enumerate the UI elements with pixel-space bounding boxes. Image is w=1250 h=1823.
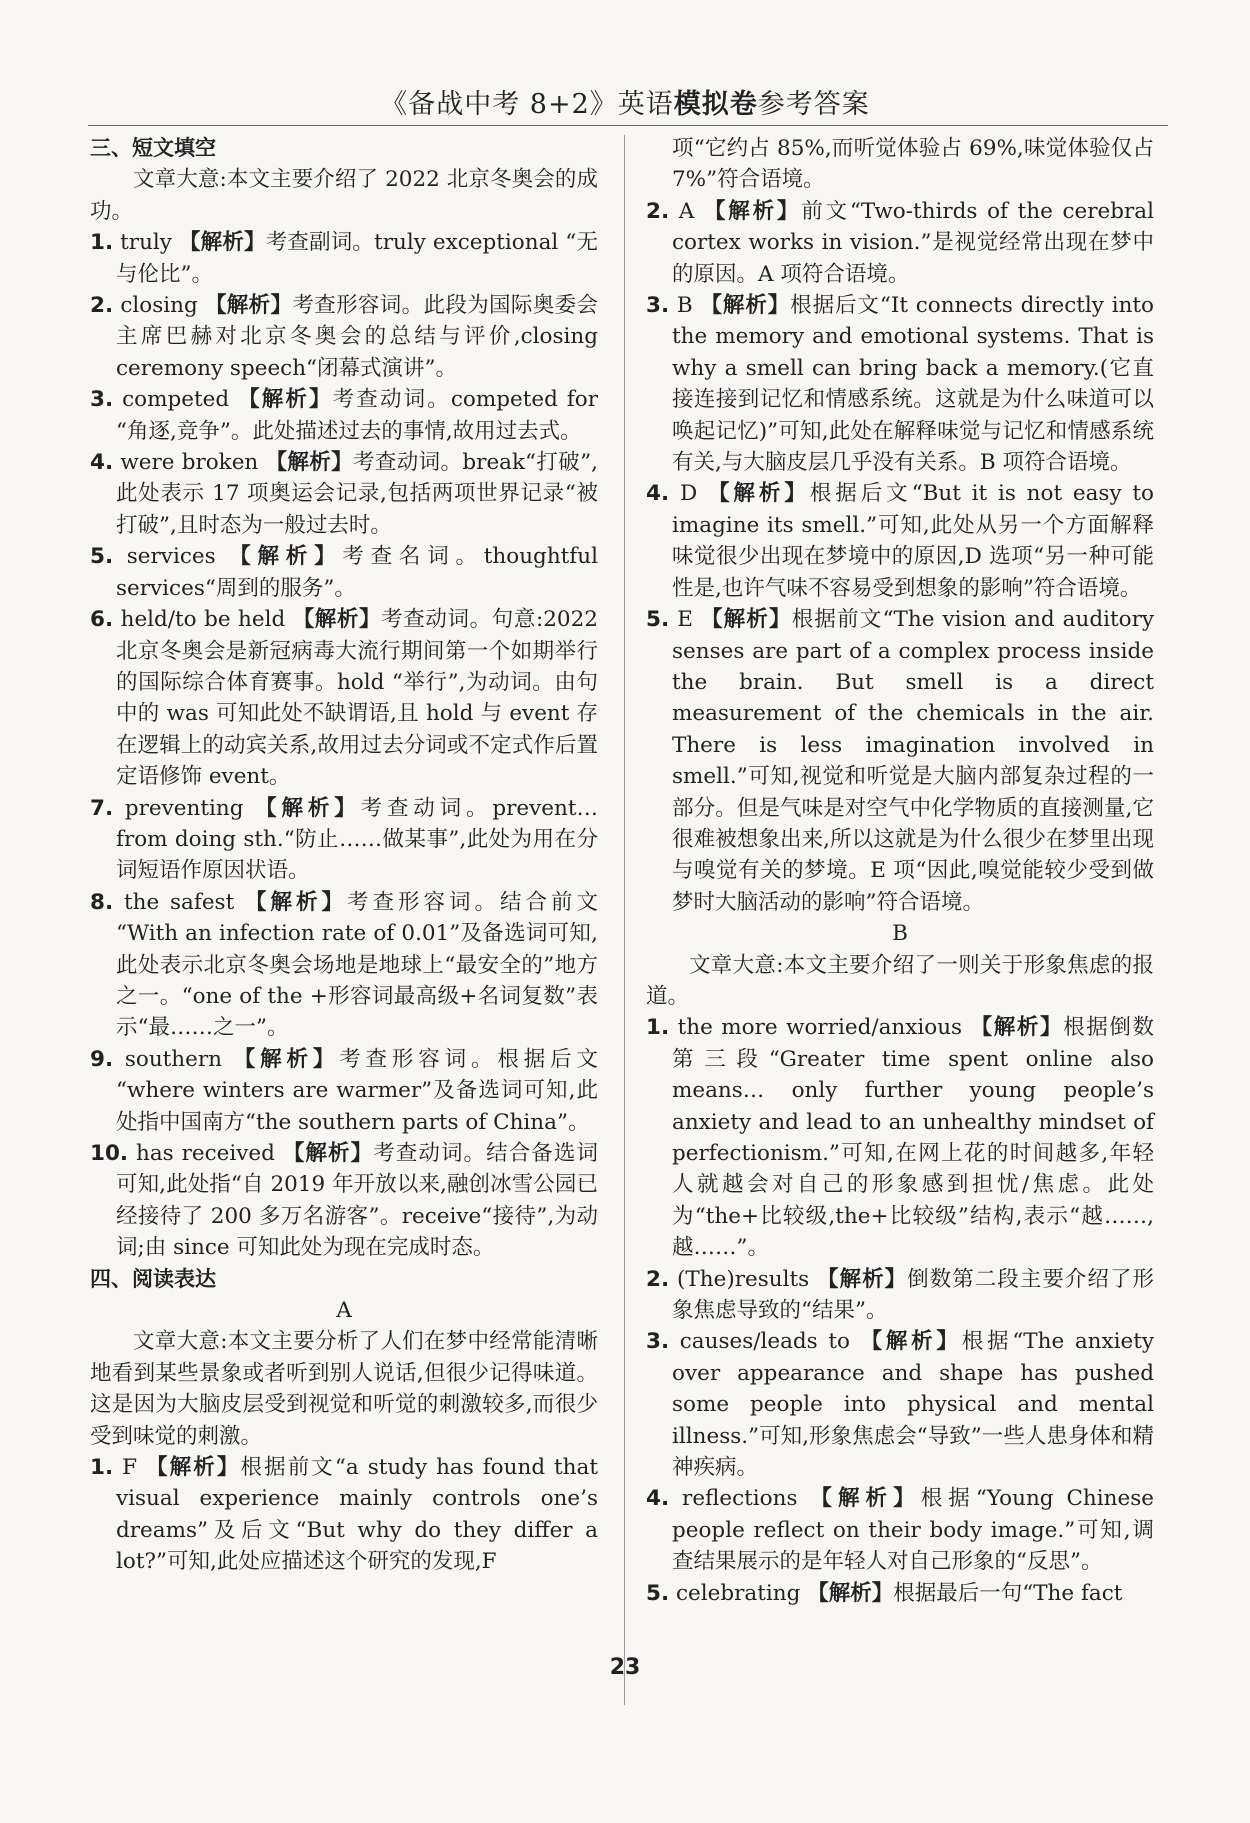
answer-item: 1. the more worried/anxious 【解析】根据倒数第三段“Greater time spent online also means… only further young people’s anxiety and lead to an unhealthy mindset of perfectionism.”可知,在网上花的时间越多,年轻人就越会对自己的形象感到担忧/焦虑。此处为“the+比较级,the+比较级”结构,表示“越……,越……”。 — [646, 1015, 1154, 1261]
part-label: A — [336, 1298, 352, 1324]
answer-item: 6. held/to be held 【解析】考查动词。句意:2022 北京冬奥会是新冠病毒大流行期间第一个如期举行的国际综合体育赛事。hold “举行”,为动词。由句中的 was 可知此处不缺谓语,且 hold 与 event 存在逻辑上的动宾关系,故用过去分词或不定式作后置定语修饰 event。 — [90, 607, 598, 790]
section-title: 四、阅读表达 — [90, 1266, 216, 1291]
answer-item: 9. southern 【解析】考查形容词。根据后文 “where winters are warmer”及备选词可知,此处指中国南方“the southern parts of China”。 — [90, 1046, 598, 1135]
answer-item: 5. celebrating 【解析】根据最后一句“The fact — [646, 1580, 1123, 1606]
answer-item: 1. F 【解析】根据前文“a study has found that visual experience mainly controls one’s dreams”及后文“But why do they differ a lot?”可知,此处应描述这个研究的发现,F — [90, 1455, 598, 1575]
answer-item: 8. the safest 【解析】考查形容词。结合前文 “With an infection rate of 0.01”及备选词可知,此处表示北京冬奥会场地是地球上“最安全的”地方之一。“one of the +形容词最高级+名词复数”表示“最……之一”。 — [90, 889, 598, 1041]
answer-item: 3. competed 【解析】考查动词。competed for “角逐,竞争”。此处描述过去的事情,故用过去式。 — [90, 387, 598, 444]
part-label: B — [892, 921, 908, 947]
answer-item: 3. causes/leads to 【解析】根据“The anxiety over appearance and shape has pushed some people into physical and mental illness.”可知,形象焦虑会“导致”一些人患身体和精神疾病。 — [646, 1329, 1154, 1481]
page-header: 《备战中考 8+2》英语模拟卷参考答案 — [380, 89, 870, 120]
summary: 文章大意:本文主要分析了人们在梦中经常能清晰地看到某些景象或者听到别人说话,但很少记得味道。这是因为大脑皮层受到视觉和听觉的刺激较多,而很少受到味觉的刺激。 — [90, 1329, 598, 1449]
page-number: 23 — [609, 1655, 641, 1680]
continued-text: 项“它约占 85%,而听觉体验占 69%,味觉体验仅占 7%”符合语境。 — [672, 136, 1154, 193]
answer-item: 10. has received 【解析】考查动词。结合备选词可知,此处指“自 2019 年开放以来,融创冰雪公园已经接待了 200 多万名游客”。receive“接待”,为动词;由 since 可知此处为现在完成时态。 — [90, 1141, 598, 1261]
answer-item: 7. preventing 【解析】考查动词。prevent… from doing sth.“防止……做某事”,此处为用在分词短语作原因状语。 — [90, 795, 598, 884]
answer-item: 4. reflections 【解析】根据“Young Chinese people reflect on their body image.”可知,调查结果展示的是年轻人对自己形象的“反思”。 — [646, 1486, 1154, 1575]
answer-item: 3. B 【解析】根据后文“It connects directly into the memory and emotional systems. That is why a smell can bring back a memory.(它直接连接到记忆和情感系统。这就是为什么味道可以唤起记忆)”可知,此处在解释味觉与记忆和情感系统有关,与大脑皮层几乎没有关系。B 项符合语境。 — [646, 293, 1154, 476]
summary: 文章大意:本文主要介绍了 2022 北京冬奥会的成功。 — [90, 167, 598, 224]
left-column — [90, 133, 598, 1578]
summary: 文章大意:本文主要介绍了一则关于形象焦虑的报道。 — [646, 952, 1154, 1009]
header-rule — [88, 125, 1168, 126]
answer-item: 5. services 【解析】考查名词。thoughtful services“周到的服务”。 — [90, 544, 598, 601]
column-divider — [624, 135, 625, 1705]
answer-item: 1. truly 【解析】考查副词。truly exceptional “无与伦比”。 — [90, 230, 598, 287]
section-title: 三、短文填空 — [90, 136, 216, 160]
answer-item: 2. (The)results 【解析】倒数第二段主要介绍了形象焦虑导致的“结果”。 — [646, 1266, 1154, 1324]
answer-item: 4. D 【解析】根据后文“But it is not easy to imagine its smell.”可知,此处从另一个方面解释味觉很少出现在梦境中的原因,D 选项“另一种可能性是,也许气味不容易受到想象的影响”符合语境。 — [646, 481, 1154, 601]
answer-item: 2. closing 【解析】考查形容词。此段为国际奥委会主席巴赫对北京冬奥会的总结与评价,closing ceremony speech“闭幕式演讲”。 — [90, 293, 598, 381]
answer-item: 2. A 【解析】前文“Two-thirds of the cerebral cortex works in vision.”是视觉经常出现在梦中的原因。A 项符合语境。 — [646, 198, 1154, 287]
answer-item: 4. were broken 【解析】考查动词。break“打破”,此处表示 17 项奥运会记录,包括两项世界记录“被打破”,且时态为一般过去时。 — [90, 450, 598, 538]
right-column — [646, 133, 1154, 1609]
answer-item: 5. E 【解析】根据前文“The vision and auditory senses are part of a complex process inside the brain. But smell is a direct measurement of the chemicals in the air. There is less imagination involved in smell.”可知,视觉和听觉是大脑内部复杂过程的一部分。但是气味是对空气中化学物质的直接测量,它很难被想象出来,所以这就是为什么很少在梦里出现与嗅觉有关的梦境。E 项“因此,嗅觉能较少受到做梦时大脑活动的影响”符合语境。 — [646, 607, 1154, 915]
